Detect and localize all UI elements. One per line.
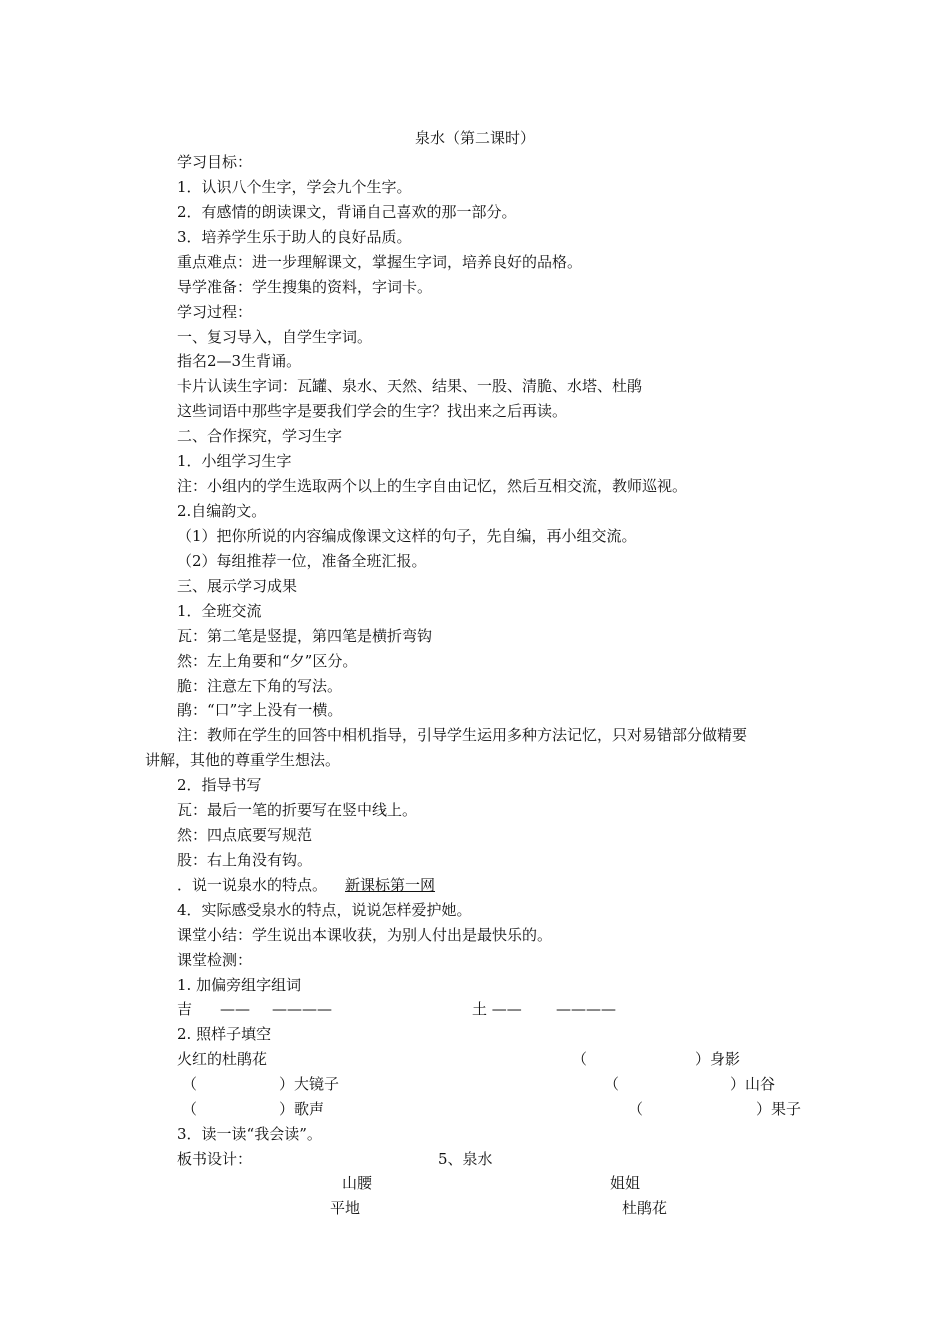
board-word: 平地 xyxy=(330,1199,361,1217)
text-line: 2.自编韵文。 xyxy=(177,502,267,520)
text-line: 重点难点：进一步理解课文，掌握生字词，培养良好的品格。 xyxy=(177,253,583,271)
paren-open: （ xyxy=(182,1100,198,1118)
exercise-heading: 1. 加偏旁组字组词 xyxy=(177,976,302,994)
document-title: 泉水（第二课时） xyxy=(414,129,535,147)
text-line: 瓦：最后一笔的折要写在竖中线上。 xyxy=(177,801,418,819)
text-line: 三、展示学习成果 xyxy=(177,577,298,595)
text-line: 课堂小结：学生说出本课收获，为别人付出是最快乐的。 xyxy=(177,926,553,944)
text-line: 这些词语中那些字是要我们学会的生字？找出来之后再读。 xyxy=(177,402,568,420)
board-title: 5、泉水 xyxy=(438,1150,493,1168)
text-line: 讲解，其他的尊重学生想法。 xyxy=(145,751,341,769)
text-line: 一、复习导入，自学生字词。 xyxy=(177,328,373,346)
board-word: 山腰 xyxy=(342,1174,373,1192)
radical-char: 吉 xyxy=(177,1000,193,1018)
text-line: 二、合作探究，学习生字 xyxy=(177,427,343,445)
paren-open: （ xyxy=(604,1075,620,1093)
text-line: 瓦：第二笔是竖提，第四笔是横折弯钩 xyxy=(177,627,433,645)
text-line: 卡片认读生字词：瓦罐、泉水、天然、结果、一股、清脆、水塔、杜鹃 xyxy=(177,377,643,395)
site-link[interactable]: 新课标第一网 xyxy=(345,876,436,894)
fill-item: ）歌声 xyxy=(279,1100,325,1118)
text-line: 然：左上角要和“夕”区分。 xyxy=(177,652,358,670)
text-line: （2）每组推荐一位，准备全班汇报。 xyxy=(177,552,427,570)
text-line: 股：右上角没有钩。 xyxy=(177,851,313,869)
blank-line: ———— xyxy=(556,1000,616,1018)
text-line: （1）把你所说的内容编成像课文这样的句子，先自编，再小组交流。 xyxy=(177,527,637,545)
text-line: 4．实际感受泉水的特点，说说怎样爱护她。 xyxy=(177,901,472,919)
text-line: 3．读一读“我会读”。 xyxy=(177,1125,322,1143)
fill-item: ）大镜子 xyxy=(279,1075,340,1093)
radical-char: 土 —— xyxy=(472,1000,522,1018)
example-phrase: 火红的杜鹃花 xyxy=(177,1050,268,1068)
fill-item: ）身影 xyxy=(695,1050,741,1068)
text-line: 学习目标： xyxy=(177,153,253,171)
text-line: 导学准备：学生搜集的资料，字词卡。 xyxy=(177,278,433,296)
text-line: 指名2—3生背诵。 xyxy=(177,352,302,370)
text-line: 2．指导书写 xyxy=(177,776,262,794)
text-line: 注：小组内的学生选取两个以上的生字自由记忆，然后互相交流，教师巡视。 xyxy=(177,477,688,495)
blank-line: ———— xyxy=(272,1000,332,1018)
text-line: 鹃：“口”字上没有一横。 xyxy=(177,701,343,719)
text-line: 1．小组学习生字 xyxy=(177,452,292,470)
blank-line: —— xyxy=(220,1000,250,1018)
text-line: 3．培养学生乐于助人的良好品质。 xyxy=(177,228,412,246)
text-line: ．说一说泉水的特点。 xyxy=(177,876,328,894)
text-line: 2．有感情的朗读课文，背诵自己喜欢的那一部分。 xyxy=(177,203,517,221)
board-word: 杜鹃花 xyxy=(622,1199,668,1217)
paren-open: （ xyxy=(182,1075,198,1093)
text-line: 课堂检测： xyxy=(177,951,253,969)
text-line: 学习过程： xyxy=(177,303,253,321)
board-design-label: 板书设计： xyxy=(177,1150,253,1168)
board-word: 姐姐 xyxy=(610,1174,641,1192)
paren-open: （ xyxy=(628,1100,644,1118)
text-line: 1．全班交流 xyxy=(177,602,262,620)
paren-open: （ xyxy=(572,1050,588,1068)
fill-item: ）山谷 xyxy=(730,1075,776,1093)
text-line: 脆：注意左下角的写法。 xyxy=(177,677,343,695)
exercise-heading: 2. 照样子填空 xyxy=(177,1025,272,1043)
text-line: 1．认识八个生字，学会九个生字。 xyxy=(177,178,412,196)
fill-item: ）果子 xyxy=(756,1100,802,1118)
text-line: 然：四点底要写规范 xyxy=(177,826,313,844)
text-line: 注：教师在学生的回答中相机指导，引导学生运用多种方法记忆，只对易错部分做精要 xyxy=(177,726,748,744)
